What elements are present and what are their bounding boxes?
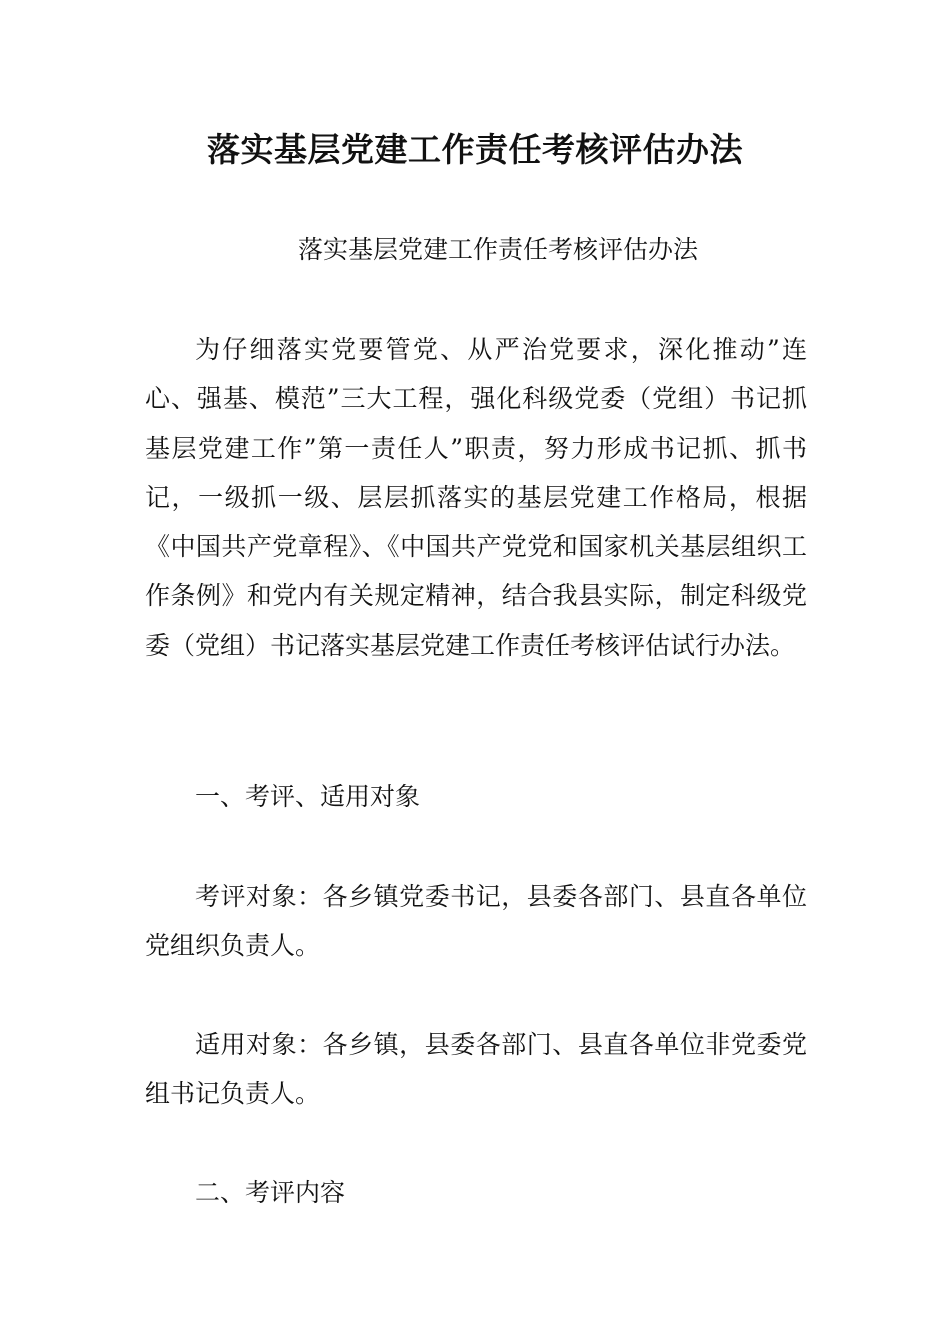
section-1-heading: 一、考评、适用对象 (195, 782, 421, 811)
applicable-targets-paragraph: 适用对象：各乡镇，县委各部门、县直各单位非党委党组书记负责人。 (145, 1030, 807, 1109)
evaluation-targets-paragraph: 考评对象：各乡镇党委书记，县委各部门、县直各单位党组织负责人。 (145, 882, 807, 961)
document-title: 落实基层党建工作责任考核评估办法 (207, 130, 743, 169)
section-2-heading: 二、考评内容 (195, 1178, 346, 1207)
intro-paragraph: 为仔细落实党要管党、从严治党要求，深化推动”连心、强基、模范”三大工程，强化科级党委（党组）书记抓基层党建工作”第一责任人”职责，努力形成书记抓、抓书记，一级抓一级、层层抓落实的基层党建工作格局，根据《中国共产党章程》、《中国共产党党和国家机关基层组织工作条例》和党内有关规定精神，结合我县实际，制定科级党委（党组）书记落实基层党建工作责任考核评估试行办法。 (145, 335, 807, 660)
document-subtitle: 落实基层党建工作责任考核评估办法 (298, 235, 699, 264)
